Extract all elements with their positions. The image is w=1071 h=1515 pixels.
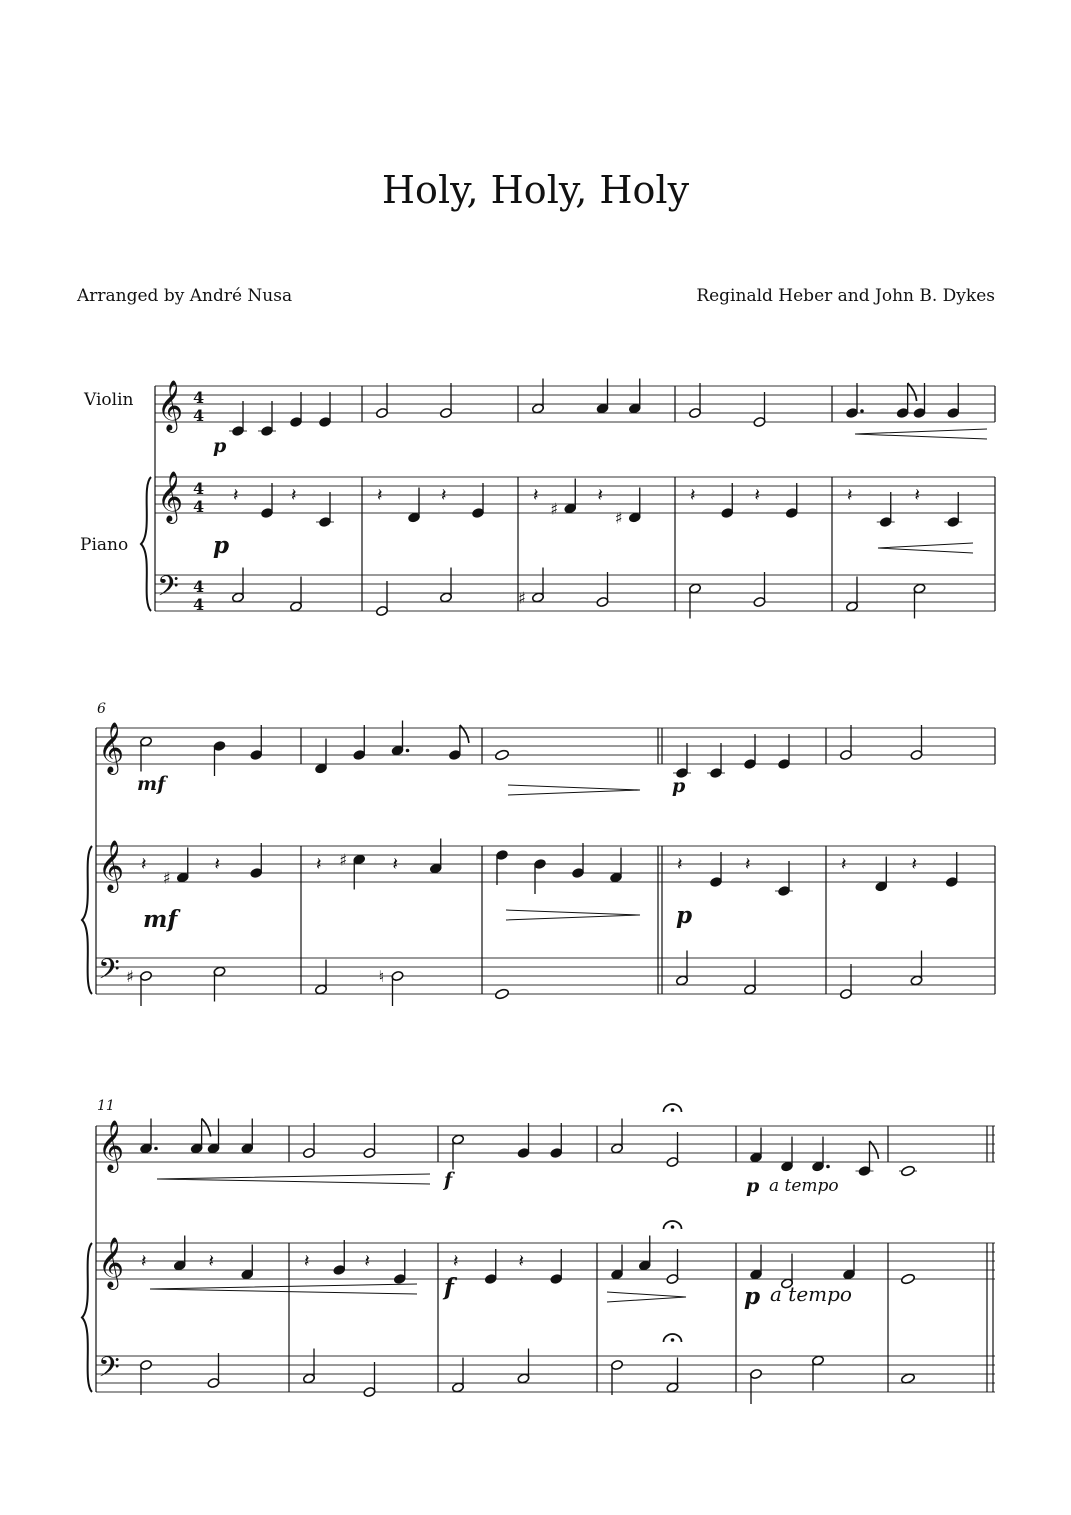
quarter-rest: 𝄽: [233, 485, 239, 506]
violin-label: Violin: [84, 390, 134, 410]
decrescendo-hairpin: [506, 910, 640, 920]
a-tempo-marking: a tempo: [769, 1176, 839, 1196]
score-title: Holy, Holy, Holy: [381, 168, 690, 212]
quarter-rest: 𝄽: [597, 485, 604, 506]
sharp-sign: ♯: [162, 868, 171, 888]
treble-clef: 𝄞: [98, 840, 125, 891]
treble-clef: 𝄞: [157, 380, 184, 431]
bass-clef: 𝄢: [98, 953, 120, 993]
quarter-rest: 𝄽: [291, 485, 297, 506]
quarter-rest: 𝄽: [364, 1251, 371, 1272]
sharp-sign: ♯: [518, 588, 526, 608]
time-signature-bottom: 4: [193, 406, 205, 425]
dynamic-mf: mf: [143, 906, 178, 933]
quarter-rest: 𝄽: [745, 854, 751, 875]
notehead: [901, 1273, 916, 1285]
treble-clef: 𝄞: [98, 1237, 125, 1288]
dynamic-p: p: [672, 775, 686, 797]
time-signature-top: 4: [193, 577, 205, 596]
dynamic-f: f: [444, 1274, 454, 1301]
note-flag: [202, 1119, 211, 1137]
time-signature-bottom: 4: [193, 497, 205, 516]
dynamic-p: p: [744, 1283, 761, 1310]
dot: [406, 749, 410, 753]
composer-credit: Reginald Heber and John B. Dykes: [696, 286, 995, 306]
crescendo-hairpin: [878, 543, 973, 553]
quarter-rest: 𝄽: [518, 1251, 525, 1272]
bass-clef: 𝄢: [98, 1351, 120, 1391]
dynamic-p: p: [746, 1175, 760, 1197]
quarter-rest: 𝄽: [914, 485, 921, 506]
sharp-sign: ♯: [550, 499, 558, 519]
quarter-rest: 𝄽: [208, 1251, 215, 1272]
dynamic-mf: mf: [137, 773, 166, 795]
quarter-rest: 𝄽: [214, 854, 221, 875]
notehead: [495, 749, 510, 761]
dynamic-p: p: [213, 435, 227, 457]
quarter-rest: 𝄽: [677, 854, 683, 875]
quarter-rest: 𝄽: [754, 485, 761, 506]
quarter-rest: 𝄽: [141, 1251, 147, 1272]
bass-clef: 𝄢: [157, 570, 179, 610]
measure-number-11: 11: [97, 1098, 115, 1114]
time-signature-top: 4: [193, 388, 205, 407]
dot: [860, 409, 864, 413]
quarter-rest: 𝄽: [841, 854, 847, 875]
time-signature-top: 4: [193, 479, 205, 498]
crescendo-hairpin: [157, 1174, 430, 1184]
quarter-rest: 𝄽: [533, 485, 539, 506]
fermata-dot: [671, 1338, 675, 1342]
quarter-rest: 𝄽: [304, 1251, 310, 1272]
crescendo-hairpin: [150, 1284, 417, 1294]
notehead: [495, 988, 510, 1000]
piano-label: Piano: [80, 535, 129, 555]
treble-clef: 𝄞: [98, 722, 125, 773]
decrescendo-hairpin: [607, 1292, 686, 1302]
quarter-rest: 𝄽: [911, 854, 918, 875]
piano-brace: [82, 846, 92, 994]
fermata-dot: [671, 1225, 675, 1229]
sharp-sign: ♯: [614, 508, 623, 528]
sharp-sign: ♯: [339, 850, 347, 870]
sharp-sign: ♯: [126, 967, 134, 986]
natural-sign: ♮: [378, 967, 385, 986]
quarter-rest: 𝄽: [377, 485, 383, 506]
fermata-dot: [671, 1108, 675, 1112]
quarter-rest: 𝄽: [141, 854, 147, 875]
treble-clef: 𝄞: [98, 1120, 125, 1171]
quarter-rest: 𝄽: [441, 485, 447, 506]
measure-number-6: 6: [97, 701, 106, 717]
notes: [126, 379, 962, 1405]
notehead: [901, 1165, 916, 1177]
quarter-rest: 𝄽: [453, 1251, 459, 1272]
dynamic-p: p: [213, 532, 230, 559]
a-tempo-marking: a tempo: [770, 1282, 852, 1306]
dot: [826, 1165, 830, 1169]
quarter-rest: 𝄽: [847, 485, 853, 506]
quarter-rest: 𝄽: [316, 854, 322, 875]
quarter-rest: 𝄽: [392, 854, 399, 875]
treble-clef: 𝄞: [157, 471, 184, 522]
quarter-rest: 𝄽: [690, 485, 696, 506]
dynamic-p: p: [676, 902, 693, 929]
time-signature-bottom: 4: [193, 595, 205, 614]
dot: [154, 1147, 158, 1151]
piano-brace: [141, 477, 151, 611]
piano-brace: [82, 1243, 92, 1392]
crescendo-hairpin: [855, 429, 987, 439]
decrescendo-hairpin: [508, 785, 640, 795]
arranger-credit: Arranged by André Nusa: [77, 286, 293, 306]
dynamic-f: f: [444, 1169, 453, 1191]
